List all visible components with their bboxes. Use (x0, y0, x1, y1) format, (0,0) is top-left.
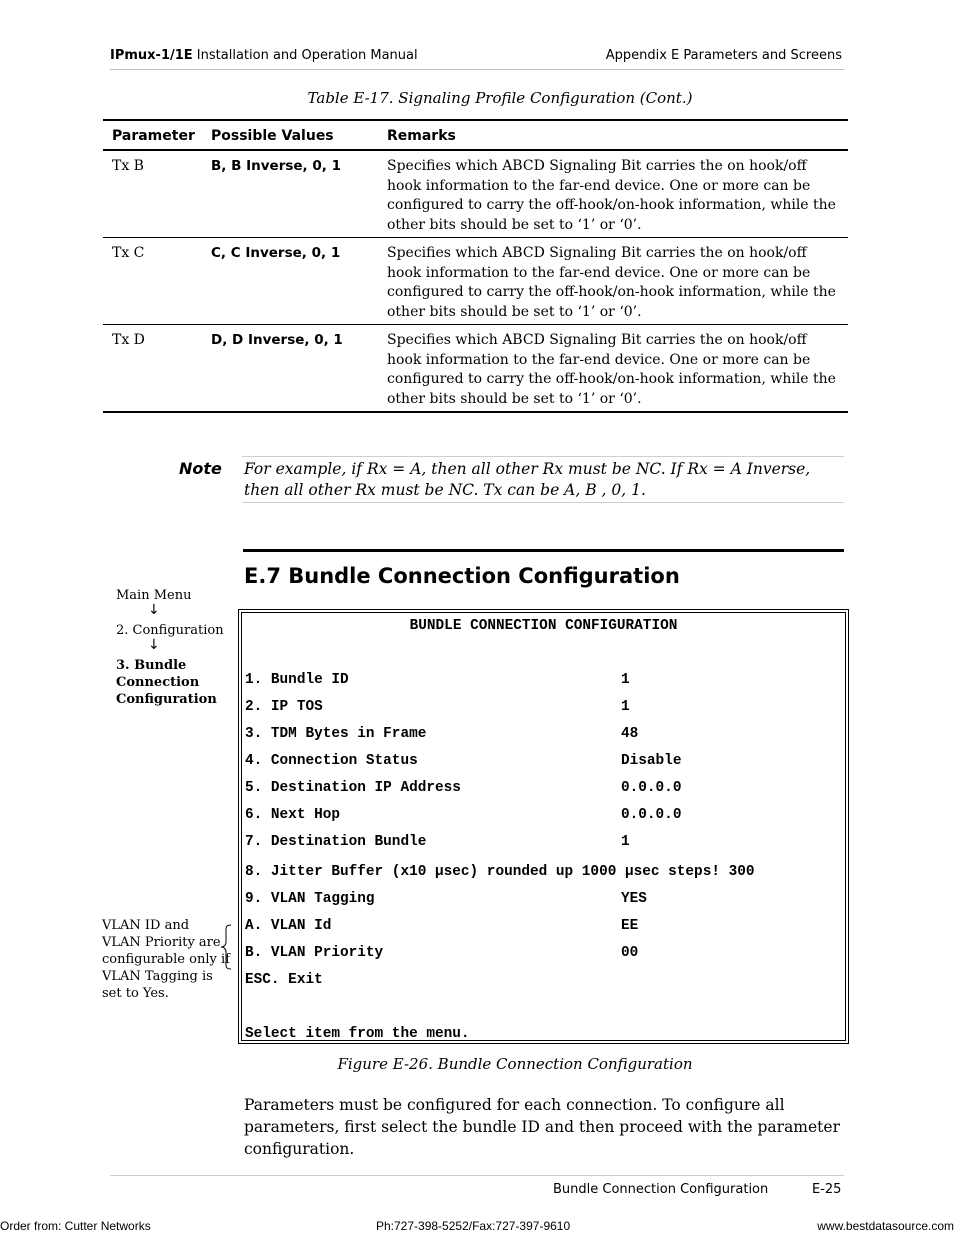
menu-item-vlan-priority[interactable]: B. VLAN Priority (245, 945, 384, 961)
menu-item-destination-ip[interactable]: 5. Destination IP Address (245, 780, 461, 796)
nav-path-bundle-connection (116, 657, 217, 708)
cell-values: B, B Inverse, 0, 1 (211, 158, 341, 174)
cell-remarks: Specifies which ABCD Signaling Bit carries the on hook/off hook information to the far-end device. One or more can be configured to carry the off-hook/on-hook information, while the other bits should be set to ‘1’ or ‘0’. (387, 245, 836, 320)
footer-section: Bundle Connection Configuration (553, 1182, 769, 1197)
menu-value-bundle-id: 1 (621, 672, 630, 688)
nav-path-line: Configuration (116, 692, 217, 707)
cell-values: D, D Inverse, 0, 1 (211, 332, 343, 348)
page-number: E-25 (812, 1182, 842, 1197)
arrow-down-icon: ↓ (148, 602, 160, 618)
column-header-parameter: Parameter (112, 128, 195, 144)
side-note-line: configurable only if (102, 952, 230, 967)
nav-path-line: 3. Bundle (116, 658, 187, 673)
menu-value-vlan-priority: 00 (621, 945, 639, 961)
cell-remarks: Specifies which ABCD Signaling Bit carries the on hook/off hook information to the far-end device. One or more can be configured to carry the off-hook/on-hook information, while the other bits should be set to ‘1’ or ‘0’. (387, 332, 836, 407)
menu-item-vlan-tagging[interactable]: 9. VLAN Tagging (245, 891, 375, 907)
curly-brace-icon (219, 924, 233, 970)
body-paragraph: Parameters must be configured for each connection. To configure all parameters, first select the bundle ID and then proceed with the parameter configuration. (244, 1096, 840, 1158)
menu-item-destination-bundle[interactable]: 7. Destination Bundle (245, 834, 427, 850)
side-note-line: VLAN Priority are (102, 935, 221, 950)
arrow-down-icon: ↓ (148, 637, 160, 653)
terminal-screen-inner (241, 612, 846, 1041)
side-note-line: set to Yes. (102, 986, 169, 1001)
menu-value-destination-ip: 0.0.0.0 (621, 780, 682, 796)
menu-item-bundle-id[interactable]: 1. Bundle ID (245, 672, 349, 688)
menu-value-connection-status: Disable (621, 753, 682, 769)
menu-item-tdm-bytes[interactable]: 3. TDM Bytes in Frame (245, 726, 427, 742)
cell-parameter: Tx C (112, 245, 145, 261)
header-divider (110, 69, 844, 70)
product-name: IPmux-1/1E (110, 48, 193, 63)
running-header-title (110, 48, 418, 63)
menu-value-next-hop: 0.0.0.0 (621, 807, 682, 823)
menu-item-next-hop[interactable]: 6. Next Hop (245, 807, 340, 823)
terminal-screen (238, 609, 849, 1044)
menu-item-exit[interactable]: ESC. Exit (245, 972, 323, 988)
note-text: For example, if Rx = A, then all other Rx must be NC. If Rx = A Inverse, then all other Rx must be NC. Tx can be A, B , 0, 1. (244, 460, 811, 499)
table-header (103, 121, 848, 149)
menu-value-tdm-bytes: 48 (621, 726, 639, 742)
cell-values: C, C Inverse, 0, 1 (211, 245, 341, 261)
note-label: Note (179, 459, 222, 478)
stamp-phone-fax: Ph:727-398-5252/Fax:727-397-9610 (376, 1219, 571, 1233)
menu-item-vlan-id[interactable]: A. VLAN Id (245, 918, 332, 934)
menu-item-connection-status[interactable]: 4. Connection Status (245, 753, 418, 769)
section-title: E.7 Bundle Connection Configuration (244, 564, 680, 588)
nav-path-line: Connection (116, 675, 200, 690)
nav-path-configuration: 2. Configuration (116, 623, 224, 638)
figure-caption: Figure E-26. Bundle Connection Configuration (337, 1055, 693, 1073)
table-row (103, 325, 848, 413)
column-header-remarks: Remarks (387, 128, 456, 144)
cell-parameter: Tx D (112, 332, 145, 348)
stamp-website[interactable]: www.bestdatasource.com (817, 1219, 954, 1233)
menu-value-ip-tos: 1 (621, 699, 630, 715)
section-rule (243, 549, 844, 552)
menu-value-destination-bundle: 1 (621, 834, 630, 850)
menu-value-vlan-tagging: YES (621, 891, 647, 907)
manual-name: Installation and Operation Manual (192, 48, 418, 63)
screen-prompt: Select item from the menu. (245, 1026, 470, 1042)
running-header-appendix: Appendix E Parameters and Screens (605, 48, 842, 63)
note-box (242, 456, 844, 503)
stamp-order-from: Order from: Cutter Networks (0, 1219, 151, 1233)
screen-title: BUNDLE CONNECTION CONFIGURATION (409, 618, 678, 634)
cell-remarks: Specifies which ABCD Signaling Bit carries the on hook/off hook information to the far-end device. One or more can be configured to carry the off-hook/on-hook information, while the other bits should be set to ‘1’ or ‘0’. (387, 158, 836, 233)
table-row (103, 151, 848, 238)
menu-value-vlan-id: EE (621, 918, 639, 934)
menu-item-ip-tos[interactable]: 2. IP TOS (245, 699, 323, 715)
column-header-values: Possible Values (211, 128, 334, 144)
side-note-line: VLAN ID and (102, 918, 190, 933)
footer-divider (110, 1175, 844, 1176)
cell-parameter: Tx B (112, 158, 144, 174)
side-note-line: VLAN Tagging is (102, 969, 213, 984)
table-caption: Table E-17. Signaling Profile Configuration (Cont.) (307, 89, 693, 107)
menu-item-jitter-buffer[interactable]: 8. Jitter Buffer (x10 µsec) rounded up 1000 µsec steps! 300 (245, 864, 755, 880)
table-row (103, 238, 848, 325)
nav-path-main-menu: Main Menu (116, 588, 192, 603)
vlan-side-note (102, 917, 230, 1002)
signaling-profile-table (103, 119, 848, 413)
